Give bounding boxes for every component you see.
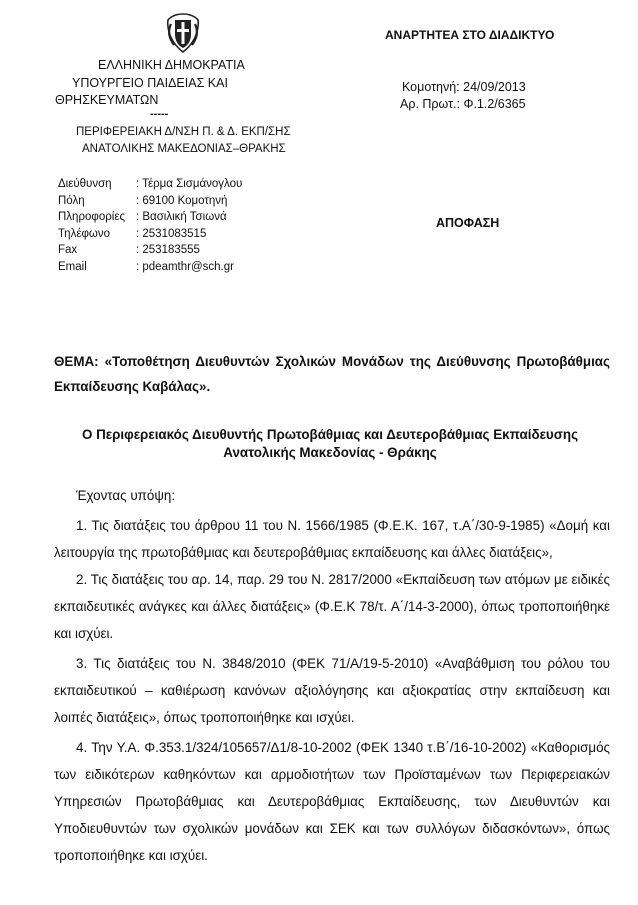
republic-title: ΕΛΛΗΝΙΚΗ ΔΗΜΟΚΡΑΤΙΑ	[98, 58, 245, 72]
publish-note: ΑΝΑΡΤΗΤΕΑ ΣΤΟ ΔΙΑΔΙΚΤΥΟ	[385, 28, 555, 42]
consideration-item-3	[54, 650, 610, 731]
issuer-line-2: Ανατολικής Μακεδονίας - Θράκης	[223, 445, 437, 460]
item-text: 2. Τις διατάξεις του αρ. 14, παρ. 29 του Ν. 2817/2000 «Εκπαίδευση των ατόμων με ειδικές εκπαιδευτικές ανάγκες και άλλες διατάξεις» (Φ.Ε.Κ 78/τ. Α΄/14-3-2000), όπως τροποποιήθηκε και ισχύει.	[54, 572, 610, 641]
item-text: 1. Τις διατάξεις του άρθρου 11 του Ν. 1566/1985 (Φ.Ε.Κ. 167, τ.Α΄/30-9-1985) «Δομή και λειτουργία της πρωτοβάθμιας και δευτεροβάθμιας εκπαίδευσης και άλλες διατάξεις»,	[54, 518, 610, 560]
contact-label: Fax	[58, 244, 78, 257]
issuer-line-1: Ο Περιφερειακός Διευθυντής Πρωτοβάθμιας και Δευτεροβάθμιας Εκπαίδευσης	[81, 427, 579, 442]
contact-value: : 69100 Κομοτηνή	[136, 194, 228, 207]
protocol-number: Αρ. Πρωτ.: Φ.1.2/6365	[400, 97, 526, 111]
item-text: 3. Τις διατάξεις του Ν. 3848/2010 (ΦΕΚ 71/Α/19-5-2010) «Αναβάθμιση του ρόλου του εκπαιδευτικού – καθιέρωση κανόνων αξιολόγησης και αξιοκρατίας στην εκπαίδευση και λοιπές διατάξεις», όπως τροποποιήθηκε και ισχύει.	[54, 656, 610, 725]
contact-label: Διεύθυνση	[58, 178, 112, 190]
subject-line: ΘΕΜΑ: «Τοποθέτηση Διευθυντών Σχολικών Μονάδων της Διεύθυνσης Πρωτοβάθμιας Εκπαίδευσης Καβάλας».	[54, 354, 610, 394]
contact-row	[58, 209, 242, 226]
consideration-item-4	[54, 734, 610, 869]
contact-value: : Τέρμα Σισμάνογλου	[136, 178, 243, 190]
consideration-item-1	[54, 512, 610, 566]
directorate-line-2: ΑΝΑΤΟΛΙΚΗΣ ΜΑΚΕΔΟΝΙΑΣ–ΘΡΑΚΗΣ	[82, 143, 286, 155]
header-separator: -----	[150, 108, 169, 120]
contact-row	[58, 242, 242, 259]
document-date: Κομοτηνή: 24/09/2013	[402, 80, 526, 94]
contact-label: Email	[58, 260, 87, 273]
considerations-intro: Έχοντας υπόψη:	[76, 488, 176, 503]
contact-row	[58, 193, 242, 210]
contact-row	[58, 259, 242, 276]
document-type: ΑΠΟΦΑΣΗ	[436, 216, 500, 230]
contact-label: Πόλη	[58, 194, 85, 207]
contact-row	[58, 226, 242, 243]
greek-coat-of-arms-icon	[162, 12, 204, 54]
ministry-line-2: ΘΡΗΣΚΕΥΜΑΤΩΝ	[55, 93, 159, 107]
contact-value: : 253183555	[136, 244, 200, 257]
contact-details	[58, 176, 242, 276]
consideration-item-2	[54, 566, 610, 647]
contact-value: : Βασιλική Τσιωνά	[136, 211, 227, 224]
ministry-line-1: ΥΠΟΥΡΓΕΙΟ ΠΑΙΔΕΙΑΣ ΚΑΙ	[72, 76, 228, 90]
contact-label: Τηλέφωνο	[58, 227, 111, 240]
issuer-block	[40, 426, 620, 462]
item-text: 4. Την Υ.Α. Φ.353.1/324/105657/Δ1/8-10-2002 (ΦΕΚ 1340 τ.Β΄/16-10-2002) «Καθορισμός των ειδικότερων καθηκόντων και αρμοδιοτήτων των Προϊσταμένων των Περιφερειακών Υπηρεσιών Πρωτοβάθμιας και Δευτεροβάθμιας Εκπαίδευσης, των Διευθυντών και Υποδιευθυντών των σχολικών μονάδων και ΣΕΚ και των συλλόγων διδασκόντων», όπως τροποποιήθηκε και ισχύει.	[54, 740, 610, 863]
contact-label: Πληροφορίες	[58, 211, 126, 224]
contact-value: : 2531083515	[136, 227, 207, 240]
contact-email[interactable]: : pdeamthr@sch.gr	[136, 260, 234, 273]
directorate-line-1: ΠΕΡΙΦΕΡΕΙΑΚΗ Δ/ΝΣΗ Π. & Δ. ΕΚΠ/ΣΗΣ	[76, 126, 291, 138]
contact-row	[58, 176, 242, 193]
